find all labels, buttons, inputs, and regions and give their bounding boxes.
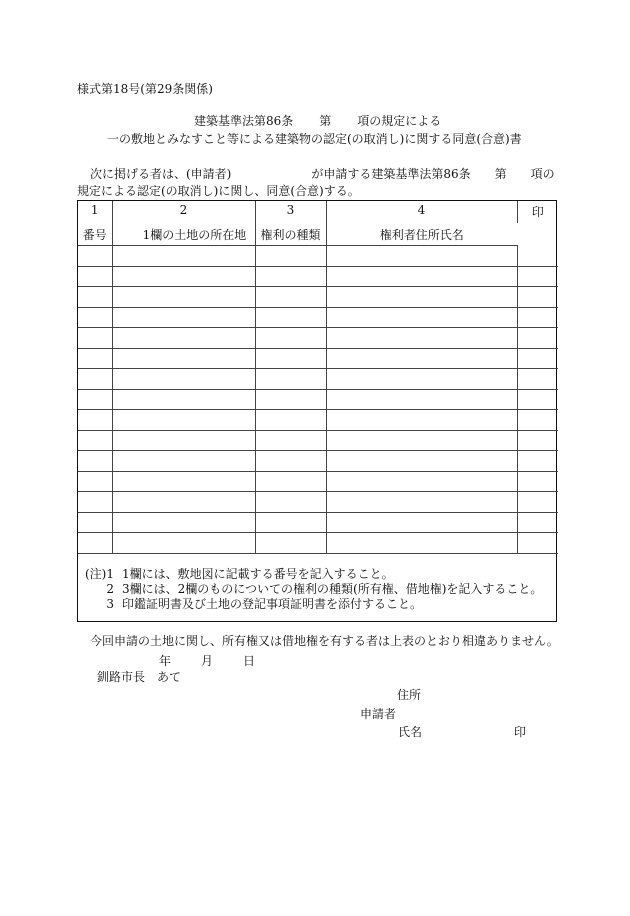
applicant-seal: 印 bbox=[514, 725, 527, 739]
cell-right-type[interactable] bbox=[255, 328, 326, 349]
applicant-label: 申請者 bbox=[360, 707, 397, 721]
cell-number[interactable] bbox=[78, 471, 112, 492]
cell-location[interactable] bbox=[112, 512, 255, 533]
table-row bbox=[78, 246, 558, 267]
cell-location[interactable] bbox=[112, 328, 255, 349]
cell-holder[interactable] bbox=[326, 369, 517, 390]
consent-form-box bbox=[77, 200, 557, 622]
cell-number[interactable] bbox=[78, 512, 112, 533]
cell-number[interactable] bbox=[78, 492, 112, 513]
cell-seal[interactable] bbox=[517, 389, 558, 410]
cell-right-type[interactable] bbox=[255, 512, 326, 533]
table-row bbox=[78, 512, 558, 533]
col-num-2: 2 bbox=[112, 201, 255, 223]
note-2-text: 3欄には、2欄のものについての権利の種類(所有権、借地権)を記入すること。 bbox=[122, 582, 543, 596]
cell-number[interactable] bbox=[78, 266, 112, 287]
cell-number[interactable] bbox=[78, 410, 112, 431]
cell-number[interactable] bbox=[78, 389, 112, 410]
cell-right-type[interactable] bbox=[255, 451, 326, 472]
date-line bbox=[159, 654, 285, 668]
table-row bbox=[78, 328, 558, 349]
col-num-3: 3 bbox=[255, 201, 326, 223]
cell-holder[interactable] bbox=[326, 307, 517, 328]
cell-location[interactable] bbox=[112, 246, 255, 267]
intro-part-4: 項の bbox=[530, 167, 555, 181]
cell-seal[interactable] bbox=[517, 307, 558, 328]
date-year: 年 bbox=[159, 654, 172, 668]
cell-right-type[interactable] bbox=[255, 369, 326, 390]
cell-location[interactable] bbox=[112, 471, 255, 492]
cell-location[interactable] bbox=[112, 410, 255, 431]
date-month: 月 bbox=[201, 654, 214, 668]
date-day: 日 bbox=[243, 654, 256, 668]
cell-holder[interactable] bbox=[326, 410, 517, 431]
table-row bbox=[78, 287, 558, 308]
note-3-text: 印鑑証明書及び土地の登記事項証明書を添付すること。 bbox=[122, 597, 423, 611]
cell-holder[interactable] bbox=[326, 287, 517, 308]
cell-holder[interactable] bbox=[326, 492, 517, 513]
header-number: 番号 bbox=[78, 223, 112, 246]
cell-location[interactable] bbox=[112, 287, 255, 308]
cell-location[interactable] bbox=[112, 369, 255, 390]
cell-number[interactable] bbox=[78, 287, 112, 308]
cell-location[interactable] bbox=[112, 492, 255, 513]
intro-part-3: 第 bbox=[494, 167, 507, 181]
table-row bbox=[78, 389, 558, 410]
intro-part-1: 次に掲げる者は、(申請者) bbox=[90, 167, 232, 181]
cell-seal[interactable] bbox=[517, 430, 558, 451]
cell-seal[interactable] bbox=[517, 246, 558, 267]
cell-right-type[interactable] bbox=[255, 471, 326, 492]
title-law: 建築基準法第86条 bbox=[194, 114, 294, 128]
column-header-row bbox=[78, 223, 558, 246]
note-1-prefix: (注)1 bbox=[85, 567, 114, 581]
cell-seal[interactable] bbox=[517, 266, 558, 287]
cell-seal[interactable] bbox=[517, 410, 558, 431]
cell-location[interactable] bbox=[112, 348, 255, 369]
note-2 bbox=[84, 582, 542, 597]
cell-seal[interactable] bbox=[517, 369, 558, 390]
cell-holder[interactable] bbox=[326, 512, 517, 533]
cell-number[interactable] bbox=[78, 533, 112, 554]
cell-right-type[interactable] bbox=[255, 492, 326, 513]
intro-line-1 bbox=[90, 167, 555, 181]
note-1 bbox=[84, 567, 542, 582]
cell-holder[interactable] bbox=[326, 389, 517, 410]
cell-seal[interactable] bbox=[517, 512, 558, 533]
note-2-prefix: 2 bbox=[106, 582, 114, 596]
table-row bbox=[78, 307, 558, 328]
note-3 bbox=[84, 597, 542, 612]
declaration: 今回申請の土地に関し、所有権又は借地権を有する者は上表のとおり相違ありません。 bbox=[90, 634, 559, 648]
cell-number[interactable] bbox=[78, 369, 112, 390]
header-location: 1欄の土地の所在地 bbox=[112, 223, 255, 246]
cell-holder[interactable] bbox=[326, 328, 517, 349]
cell-location[interactable] bbox=[112, 533, 255, 554]
table-row bbox=[78, 451, 558, 472]
cell-number[interactable] bbox=[78, 451, 112, 472]
cell-seal[interactable] bbox=[517, 492, 558, 513]
cell-holder[interactable] bbox=[326, 266, 517, 287]
cell-seal[interactable] bbox=[517, 533, 558, 554]
addressee: 釧路市長 あて bbox=[97, 670, 182, 684]
notes-section bbox=[84, 567, 542, 612]
cell-holder[interactable] bbox=[326, 246, 517, 267]
header-holder: 権利者住所氏名 bbox=[326, 223, 517, 246]
name-label: 氏名 bbox=[398, 725, 423, 739]
intro-line-2: 規定による認定(の取消し)に関し、同意(合意)する。 bbox=[77, 184, 360, 198]
cell-right-type[interactable] bbox=[255, 246, 326, 267]
table-row bbox=[78, 471, 558, 492]
cell-location[interactable] bbox=[112, 307, 255, 328]
address-label: 住所 bbox=[397, 688, 422, 702]
cell-right-type[interactable] bbox=[255, 348, 326, 369]
column-number-row bbox=[78, 201, 558, 223]
title-line-1 bbox=[194, 114, 441, 128]
form-number: 様式第18号(第29条関係) bbox=[77, 82, 213, 96]
rights-holder-table bbox=[78, 201, 558, 554]
cell-right-type[interactable] bbox=[255, 307, 326, 328]
cell-holder[interactable] bbox=[326, 533, 517, 554]
table-row bbox=[78, 430, 558, 451]
cell-right-type[interactable] bbox=[255, 287, 326, 308]
cell-number[interactable] bbox=[78, 348, 112, 369]
cell-number[interactable] bbox=[78, 246, 112, 267]
note-3-prefix: 3 bbox=[106, 597, 114, 611]
note-1-text: 1欄には、敷地図に記載する番号を記入すること。 bbox=[122, 567, 394, 581]
intro-part-2: が申請する建築基準法第86条 bbox=[311, 167, 471, 181]
table-row bbox=[78, 348, 558, 369]
cell-seal[interactable] bbox=[517, 348, 558, 369]
cell-location[interactable] bbox=[112, 389, 255, 410]
col-num-1: 1 bbox=[78, 201, 112, 223]
cell-seal[interactable] bbox=[517, 328, 558, 349]
cell-holder[interactable] bbox=[326, 430, 517, 451]
table-row bbox=[78, 533, 558, 554]
cell-location[interactable] bbox=[112, 266, 255, 287]
table-row bbox=[78, 492, 558, 513]
cell-right-type[interactable] bbox=[255, 410, 326, 431]
title-line-2: 一の敷地とみなすこと等による建築物の認定(の取消し)に関する同意(合意)書 bbox=[107, 132, 522, 146]
cell-seal[interactable] bbox=[517, 287, 558, 308]
cell-right-type[interactable] bbox=[255, 533, 326, 554]
cell-holder[interactable] bbox=[326, 471, 517, 492]
cell-right-type[interactable] bbox=[255, 430, 326, 451]
cell-seal[interactable] bbox=[517, 471, 558, 492]
cell-location[interactable] bbox=[112, 451, 255, 472]
title-kou: 項の規定による bbox=[357, 114, 442, 128]
cell-number[interactable] bbox=[78, 328, 112, 349]
header-right-type: 権利の種類 bbox=[255, 223, 326, 246]
cell-right-type[interactable] bbox=[255, 389, 326, 410]
col-num-4: 4 bbox=[326, 201, 517, 223]
title-dai: 第 bbox=[319, 114, 332, 128]
table-row bbox=[78, 369, 558, 390]
cell-location[interactable] bbox=[112, 430, 255, 451]
table-row bbox=[78, 410, 558, 431]
cell-right-type[interactable] bbox=[255, 266, 326, 287]
seal-header: 印 bbox=[531, 205, 544, 219]
cell-seal[interactable] bbox=[517, 451, 558, 472]
table-row bbox=[78, 266, 558, 287]
cell-holder[interactable] bbox=[326, 451, 517, 472]
cell-number[interactable] bbox=[78, 307, 112, 328]
cell-number[interactable] bbox=[78, 430, 112, 451]
cell-holder[interactable] bbox=[326, 348, 517, 369]
